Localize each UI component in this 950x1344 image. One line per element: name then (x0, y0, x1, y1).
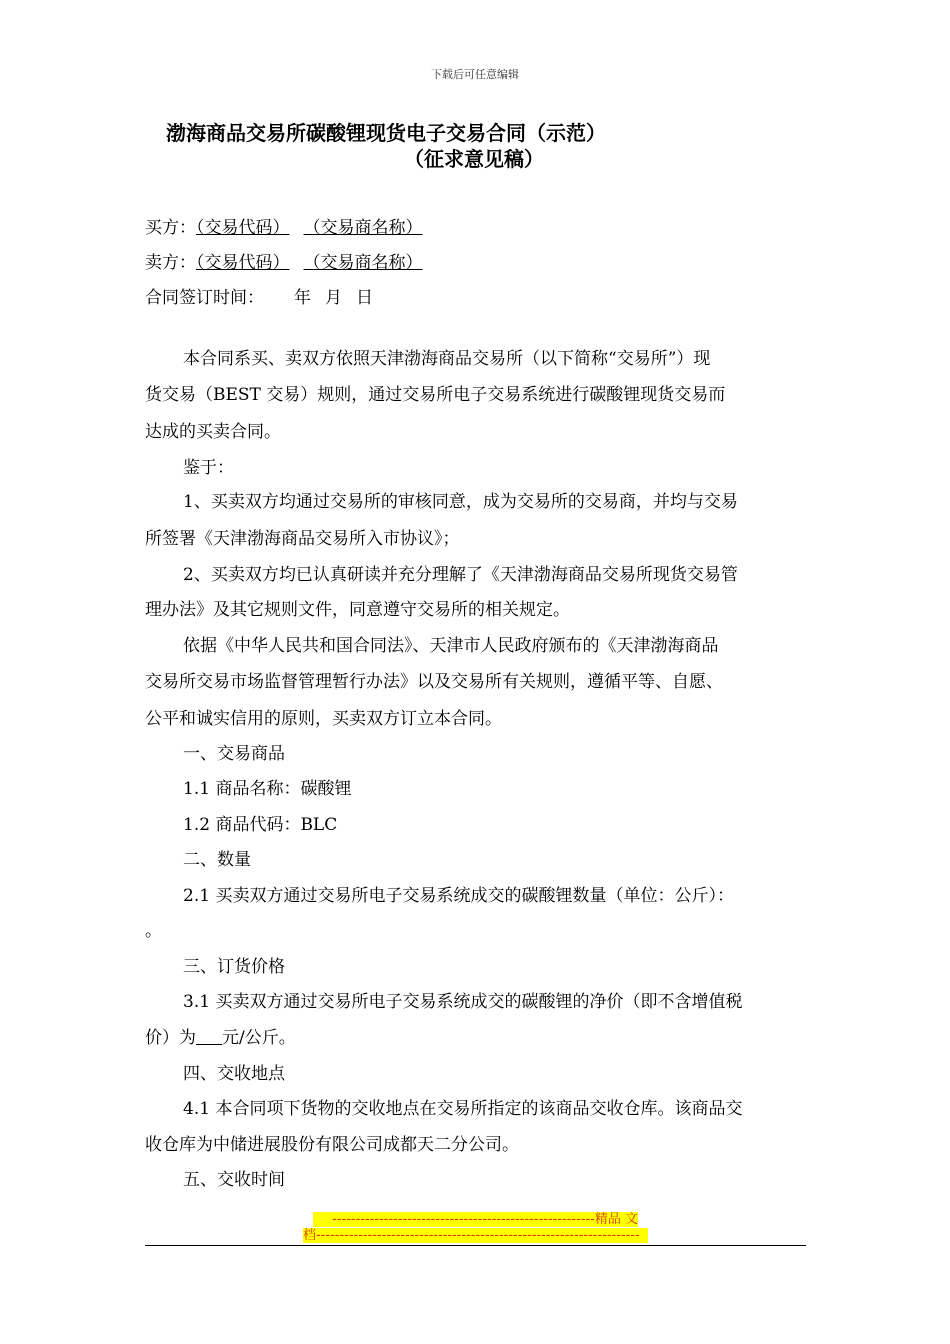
header-note: 下载后可任意编辑 (431, 68, 519, 81)
body-line: 。 (145, 921, 162, 941)
signing-day: 日 (356, 288, 373, 308)
seller-name: （交易商名称） (303, 253, 423, 273)
buyer-line (145, 216, 423, 240)
section-heading: 二、数量 (183, 850, 251, 870)
footer-watermark-line1: --------------------------------------------------------精品 文 (313, 1212, 638, 1227)
seller-line (145, 251, 423, 275)
seller-label: 卖方： (145, 253, 196, 273)
body-line: 1.1 商品名称：碳酸锂 (183, 779, 352, 799)
document-subtitle: （征求意见稿） (404, 147, 544, 171)
body-line: 货交易（BEST 交易）规则，通过交易所电子交易系统进行碳酸锂现货交易而 (145, 385, 726, 405)
body-line: 收仓库为中储进展股份有限公司成都天二分公司。 (145, 1135, 519, 1155)
section-heading: 四、交收地点 (183, 1064, 285, 1084)
seller-code: （交易代码） (196, 253, 290, 273)
body-line: 3.1 买卖双方通过交易所电子交易系统成交的碳酸锂的净价（即不含增值税 (183, 992, 743, 1012)
section-heading: 五、交收时间 (183, 1170, 285, 1190)
body-line: 1、买卖双方均通过交易所的审核同意，成为交易所的交易商，并均与交易 (183, 492, 738, 512)
footer-rule (145, 1245, 806, 1246)
section-heading: 一、交易商品 (183, 744, 285, 764)
body-line: 鉴于： (183, 458, 234, 478)
signing-date-line (145, 286, 373, 310)
body-line: 理办法》及其它规则文件，同意遵守交易所的相关规定。 (145, 600, 570, 620)
buyer-label: 买方： (145, 218, 196, 238)
price-prefix: 价）为 (145, 1028, 196, 1048)
buyer-code: （交易代码） (196, 218, 290, 238)
price-suffix: 元/公斤。 (222, 1028, 296, 1048)
body-line: 公平和诚实信用的原则，买卖双方订立本合同。 (145, 709, 502, 729)
body-line: 依据《中华人民共和国合同法》、天津市人民政府颁布的《天津渤海商品 (183, 636, 719, 656)
section-heading: 三、订货价格 (183, 957, 285, 977)
body-line: 2.1 买卖双方通过交易所电子交易系统成交的碳酸锂数量（单位：公斤）： (183, 886, 734, 906)
signing-label: 合同签订时间： (145, 288, 264, 308)
body-line: 1.2 商品代码：BLC (183, 815, 338, 835)
body-line: 所签署《天津渤海商品交易所入市协议》； (145, 529, 460, 549)
body-line: 达成的买卖合同。 (145, 422, 281, 442)
body-line: 4.1 本合同项下货物的交收地点在交易所指定的该商品交收仓库。该商品交 (183, 1099, 743, 1119)
buyer-name: （交易商名称） (303, 218, 423, 238)
signing-year: 年 (294, 288, 311, 308)
body-line: 本合同系买、卖双方依照天津渤海商品交易所（以下简称“交易所”）现 (183, 349, 711, 369)
price-line (145, 1026, 296, 1050)
price-blank (196, 1028, 222, 1045)
body-line: 交易所交易市场监督管理暂行办法》以及交易所有关规则，遵循平等、自愿、 (145, 672, 723, 692)
footer-watermark-line2: 档--------------------------------------------------------------------- (303, 1228, 648, 1243)
body-line: 2、买卖双方均已认真研读并充分理解了《天津渤海商品交易所现货交易管 (183, 565, 738, 585)
document-title: 渤海商品交易所碳酸锂现货电子交易合同（示范） (166, 121, 606, 145)
signing-month: 月 (325, 288, 342, 308)
